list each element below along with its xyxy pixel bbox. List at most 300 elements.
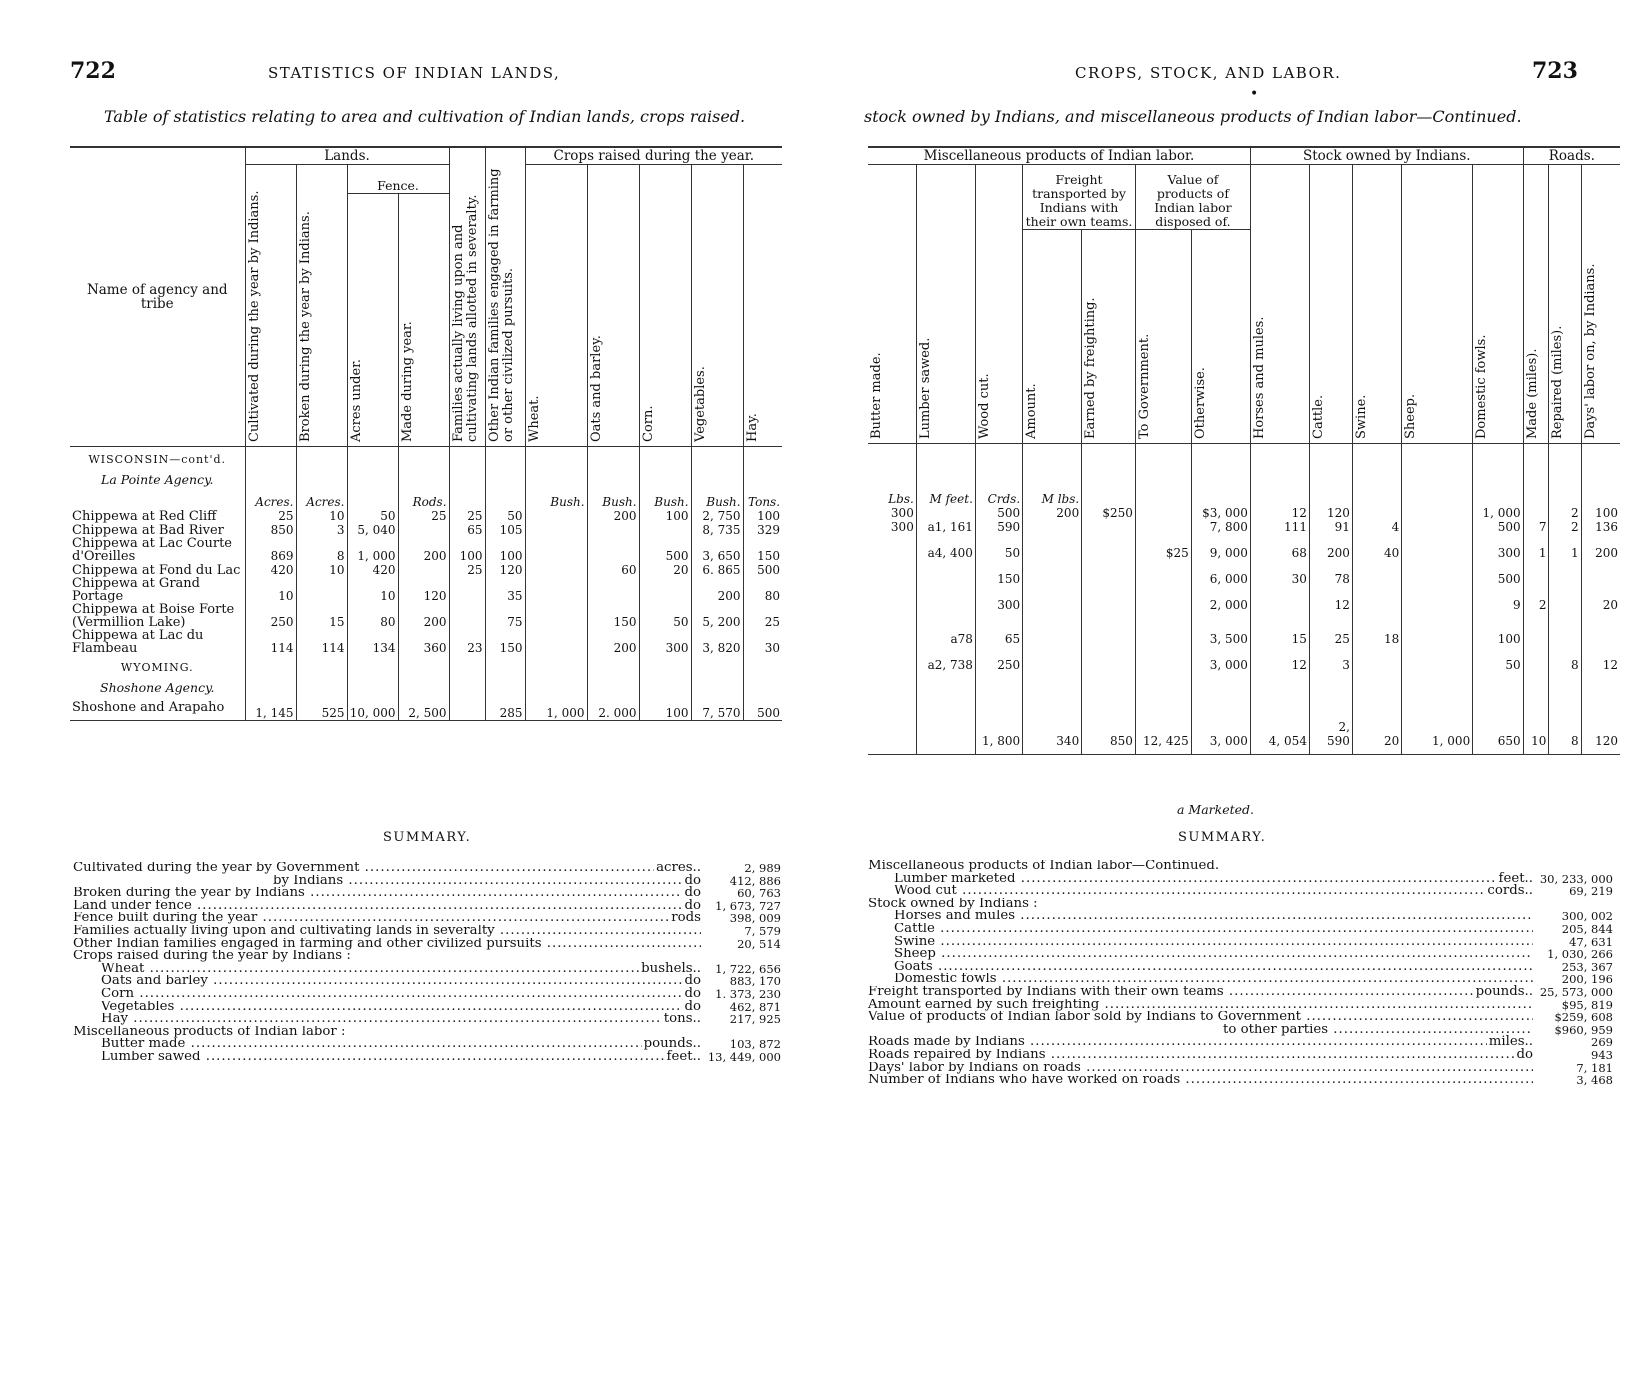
table-row [868,506,1620,520]
summary-row [73,872,781,888]
cell-value: 78 [1309,560,1352,586]
cell-value: 5, 200 [691,603,743,629]
cell-value: 869 [245,537,296,563]
cell-value: 200 [1581,534,1620,560]
cell-value: 68 [1250,534,1309,560]
summary-label: Lumber marketed ..... [868,873,1497,886]
summary-label: Stock owned by Indians : [868,897,1038,911]
summary-label: Other Indian families engaged in farming and other civilized pursuits ..... [73,938,701,951]
cell-value: 1, 000 [347,537,398,563]
summary-value: 1. 373, 230 [715,986,781,1001]
cell-value: 25 [1309,612,1352,646]
cell-value: 850 [1082,720,1136,755]
tribe-name: Chippewa at Lac Courte d'Oreilles [72,536,233,564]
cell-value: 3, 000 [1191,646,1250,672]
units-row-right [868,492,1620,506]
cell-value: 1, 800 [975,720,1022,755]
cell-value [1523,506,1549,520]
col-hay: Hay. [743,165,782,447]
summary-unit: do [684,998,701,1014]
col-amount: Amount. [1023,230,1082,444]
running-head-left: STATISTICS OF INDIAN LANDS, [268,64,561,82]
cell-value [1402,560,1473,586]
unit-label [1082,492,1136,506]
cell-value [868,586,916,612]
cell-value [639,523,691,537]
cell-value: 50 [1473,646,1523,672]
summary-row [73,1013,781,1026]
cell-value: 12 [1309,586,1352,612]
cell-value: 100 [449,537,485,563]
cell-value [1135,560,1191,586]
cell-value: 50 [347,509,398,523]
summary-value: 217, 925 [729,1012,781,1027]
table-row [868,612,1620,646]
cell-value: 3 [296,523,347,537]
col-repaired-miles: Repaired (miles). [1549,165,1581,444]
name-header: Name of agency and tribe [70,147,245,447]
summary-value: 103, 872 [729,1037,781,1052]
unit-label: Bush. [639,487,691,509]
table-row [70,537,782,563]
cell-value [868,534,916,560]
summary-right [868,860,1613,1087]
summary-unit: do [684,973,701,989]
summary-label: Swine ..... [868,936,1533,949]
table-row [70,603,782,629]
summary-value: 412, 886 [729,873,781,888]
cell-value: 6, 000 [1191,560,1250,586]
cell-value: 2 [1549,506,1581,520]
summary-unit: do [684,897,701,913]
unit-label [1352,492,1401,506]
cell-value: 300 [1473,534,1523,560]
cell-value [525,629,587,655]
cell-value: 590 [975,520,1022,534]
section-wyoming-label: WYOMING. [120,661,194,674]
cell-value: a2, 738 [916,646,975,672]
tribe-name: Shoshone and Arapaho [72,700,225,715]
cell-value [525,537,587,563]
cell-value: 200 [1309,534,1352,560]
summary-value: 1, 030, 266 [1547,947,1613,962]
cell-value: 7, 570 [691,695,743,721]
summary-value [1533,860,1613,873]
cell-value [525,523,587,537]
cell-value: 8 [296,537,347,563]
cell-value: 360 [398,629,449,655]
cell-value [1135,520,1191,534]
cell-value [1250,586,1309,612]
cell-value: 7 [1523,520,1549,534]
summary-label: Days' labor by Indians on roads ..... [868,1062,1533,1075]
agency-la-pointe [70,466,782,487]
cell-value: 25 [245,509,296,523]
group-lands: Lands. [245,147,449,165]
cell-value [868,612,916,646]
summary-label: Domestic fowls ..... [868,973,1533,986]
unit-label: M lbs. [1023,492,1082,506]
cell-value [1023,534,1082,560]
cell-value [1352,560,1401,586]
cell-value: 200 [1023,506,1082,520]
cell-value: 25 [449,563,485,577]
cell-value: 200 [587,509,639,523]
table-row [70,629,782,655]
col-acres-under: Acres under. [347,193,398,446]
cell-value [398,523,449,537]
cell-value [449,577,485,603]
group-value: Value of products of Indian labor disposed of. [1135,165,1250,230]
summary-row [73,960,781,976]
group-misc: Miscellaneous products of Indian labor. [868,147,1250,165]
cell-value: 10 [245,577,296,603]
cell-value: 18 [1352,612,1401,646]
summary-value: 7, 579 [744,923,781,938]
summary-row [73,1048,781,1064]
cell-value [1135,586,1191,612]
right-statistics-table [868,146,1620,755]
tribe-name: Chippewa at Grand Portage [72,576,200,604]
summary-unit: do [684,885,701,901]
summary-row [868,1011,1613,1024]
tribe-name: Chippewa at Bad River [72,523,224,538]
cell-value: 8, 735 [691,523,743,537]
cell-value [1023,520,1082,534]
cell-value: 25 [743,603,782,629]
table-row-shoshone [70,695,782,721]
cell-value [1135,646,1191,672]
table-row [868,534,1620,560]
cell-value: 500 [1473,560,1523,586]
cell-value: 12 [1250,646,1309,672]
cell-value [1549,612,1581,646]
cell-value [525,563,587,577]
summary-label: Crops raised during the year by Indians : [73,950,351,963]
cell-value: $250 [1082,506,1136,520]
tribe-name: Chippewa at Red Cliff [72,509,217,524]
cell-value: 80 [347,603,398,629]
cell-value: 250 [975,646,1022,672]
col-made-miles: Made (miles). [1523,165,1549,444]
summary-label: Number of Indians who have worked on roads ..... [868,1074,1533,1087]
cell-value: 20 [639,563,691,577]
cell-value [1523,560,1549,586]
cell-value: 25 [449,509,485,523]
col-broken: Broken during the year by Indians. [296,165,347,447]
cell-value: 300 [975,586,1022,612]
cell-value: 30 [1250,560,1309,586]
summary-value: 300, 002 [1561,909,1613,924]
cell-value: 150 [587,603,639,629]
cell-value: 65 [975,612,1022,646]
summary-unit: miles.. [1488,1034,1533,1050]
cell-value: 1, 000 [1402,720,1473,755]
unit-label: Bush. [587,487,639,509]
cell-value: 1, 000 [1473,506,1523,520]
cell-value [868,720,916,755]
summary-value: 398, 009 [729,911,781,926]
cell-value: 100 [743,509,782,523]
summary-label: Cultivated during the year by Government ..... [73,862,654,875]
col-fowls: Domestic fowls. [1473,165,1523,444]
cell-value: 10 [296,509,347,523]
col-cultivated: Cultivated during the year by Indians. [245,165,296,447]
cell-value: 50 [975,534,1022,560]
cell-value: 120 [398,577,449,603]
table-caption-left: Table of statistics relating to area and cultivation of Indian lands, crops raised. [104,107,746,126]
unit-label: Rods. [398,487,449,509]
cell-value: $25 [1135,534,1191,560]
summary-unit: pounds.. [1475,983,1533,999]
cell-value: 30 [743,629,782,655]
table-row [868,520,1620,534]
cell-value [587,537,639,563]
unit-label [485,487,525,509]
cell-value [1402,534,1473,560]
cell-value [1023,612,1082,646]
group-roads: Roads. [1523,147,1620,165]
col-families: Families actually living upon and cultivating lands allotted in severalty. [449,147,485,447]
cell-value: a1, 161 [916,520,975,534]
cell-value [916,586,975,612]
cell-value [1402,506,1473,520]
cell-value: 120 [1581,720,1620,755]
cell-value: 285 [485,695,525,721]
cell-value: 150 [485,629,525,655]
summary-value: $259, 608 [1554,1010,1613,1025]
summary-value: 47, 631 [1569,934,1613,949]
col-earned: Earned by freighting. [1082,230,1136,444]
cell-value: 200 [587,629,639,655]
section-wisconsin-label: WISCONSIN—cont'd. [88,453,227,466]
cell-value [1549,560,1581,586]
unit-label: Tons. [743,487,782,509]
summary-label: Amount earned by such freighting ..... [868,999,1533,1012]
summary-unit: do [684,985,701,1001]
col-cattle: Cattle. [1309,165,1352,444]
unit-label [1549,492,1581,506]
cell-value: 1, 000 [525,695,587,721]
cell-value [1402,586,1473,612]
col-lumber: Lumber sawed. [916,165,975,444]
unit-label: Crds. [975,492,1022,506]
cell-value [1082,612,1136,646]
units-row [70,487,782,509]
tribe-name: Chippewa at Boise Forte (Vermillion Lake) [72,602,235,630]
cell-value: 6. 865 [691,563,743,577]
cell-value: 3 [1309,646,1352,672]
cell-value [916,720,975,755]
summary-label: Oats and barley ..... [73,975,682,988]
table-row [868,560,1620,586]
unit-label [347,487,398,509]
summary-label: Roads repaired by Indians ..... [868,1049,1514,1062]
left-statistics-table [70,146,782,721]
summary-label: Broken during the year by Indians ..... [73,887,682,900]
summary-value: 7, 181 [1576,1060,1613,1075]
cell-value: 2 [1549,520,1581,534]
cell-value [1581,612,1620,646]
summary-value: $95, 819 [1561,997,1613,1012]
footnote-marketed: a Marketed. [1177,802,1255,817]
summary-unit: rods [671,910,701,926]
cell-value: 111 [1250,520,1309,534]
summary-label: Lumber sawed ..... [73,1051,665,1064]
group-fence: Fence. [347,165,449,194]
summary-row [73,985,781,1001]
cell-value [1549,586,1581,612]
summary-value: 13, 449, 000 [707,1049,781,1064]
cell-value [1352,506,1401,520]
cell-value: 1, 145 [245,695,296,721]
cell-value: 50 [639,603,691,629]
cell-value: 420 [347,563,398,577]
summary-row [73,975,781,988]
cell-value: 75 [485,603,525,629]
cell-value [1135,612,1191,646]
summary-title-right: SUMMARY. [1178,830,1267,845]
cell-value: 200 [691,577,743,603]
summary-label: Miscellaneous products of Indian labor : [73,1025,346,1039]
summary-row [73,925,781,938]
col-made-year: Made during year. [398,193,449,446]
summary-label: Cattle ..... [868,923,1533,936]
summary-value: 462, 871 [729,999,781,1014]
cell-value: a78 [916,612,975,646]
summary-unit: do [1516,1046,1533,1062]
cell-value [1402,612,1473,646]
cell-value: 15 [296,603,347,629]
table-caption-right: stock owned by Indians, and miscellaneous products of Indian labor—Continued. [864,107,1522,126]
cell-value: 80 [743,577,782,603]
cell-value: 10 [296,563,347,577]
section-wisconsin [70,447,782,467]
cell-value: a4, 400 [916,534,975,560]
cell-value: 15 [1250,612,1309,646]
cell-value: 120 [1309,506,1352,520]
cell-value: 150 [975,560,1022,586]
col-butter: Butter made. [868,165,916,444]
cell-value: 850 [245,523,296,537]
summary-unit: bushels.. [641,960,701,976]
cell-value: 9 [1473,586,1523,612]
cell-value: 100 [1581,506,1620,520]
cell-value [1581,560,1620,586]
cell-value: 35 [485,577,525,603]
cell-value: 100 [639,509,691,523]
cell-value [1523,646,1549,672]
summary-row [868,910,1613,923]
summary-label: to other parties ..... [868,1024,1533,1037]
summary-left [73,862,781,1064]
page-number-left: 722 [70,58,116,84]
cell-value: 250 [245,603,296,629]
summary-row [868,1036,1613,1049]
unit-label: Acres. [296,487,347,509]
cell-value [916,506,975,520]
summary-value: 253, 367 [1561,959,1613,974]
cell-value: 40 [1352,534,1401,560]
summary-row [868,898,1613,911]
summary-row [868,1062,1613,1075]
cell-value: 2 [1523,586,1549,612]
cell-value: 100 [639,695,691,721]
summary-row [868,983,1613,999]
cell-value [587,523,639,537]
col-otherwise: Otherwise. [1191,230,1250,444]
cell-value: 200 [398,537,449,563]
cell-value: 2. 000 [587,695,639,721]
cell-value: 12, 425 [1135,720,1191,755]
cell-value: 650 [1473,720,1523,755]
summary-row [868,1074,1613,1087]
cell-value: 10 [347,577,398,603]
summary-row [73,887,781,900]
cell-value: 20 [1352,720,1401,755]
cell-value: 300 [890,520,914,534]
table-row-shoshone [868,720,1620,755]
summary-value: 3, 468 [1576,1073,1613,1088]
cell-value: $3, 000 [1191,506,1250,520]
cell-value [1082,560,1136,586]
cell-value: 3, 820 [691,629,743,655]
cell-value: 500 [639,537,691,563]
table-row [868,586,1620,612]
page-number-right: 723 [1532,58,1578,84]
summary-row [868,999,1613,1012]
cell-value: 300 [890,506,914,520]
summary-label: Roads made by Indians ..... [868,1036,1487,1049]
cell-value: 2, 590 [1309,720,1352,755]
unit-label: Bush. [691,487,743,509]
cell-value: 2, 000 [1191,586,1250,612]
section-wyoming [70,655,782,674]
cell-value: 2, 750 [691,509,743,523]
cell-value: 10 [1523,720,1549,755]
summary-row [868,885,1613,898]
cell-value [1023,560,1082,586]
summary-row [73,912,781,925]
cell-value: 134 [347,629,398,655]
cell-value [1082,520,1136,534]
summary-label: Corn ..... [73,988,682,1001]
summary-label: Freight transported by Indians with their own teams ..... [868,986,1474,999]
cell-value: 91 [1309,520,1352,534]
dot-mark: • [1250,86,1259,102]
col-wheat: Wheat. [525,165,587,447]
summary-value: $960, 959 [1554,1022,1613,1037]
summary-label: Land under fence ..... [73,900,682,913]
summary-unit: pounds.. [643,1036,701,1052]
col-wood: Wood cut. [975,165,1022,444]
cell-value [1352,586,1401,612]
cell-value [1135,506,1191,520]
col-vegetables: Vegetables. [691,165,743,447]
right-page [820,0,1640,1380]
summary-value: 60, 763 [737,886,781,901]
summary-value: 25, 573, 000 [1539,984,1613,999]
summary-label: Wood cut ..... [868,885,1485,898]
cell-value: 65 [449,523,485,537]
summary-row [868,1046,1613,1062]
summary-label: Horses and mules ..... [868,910,1533,923]
cell-value: 5, 040 [347,523,398,537]
tribe-name: Chippewa at Lac du Flambeau [72,628,204,656]
table-row [70,509,782,523]
cell-value [1082,534,1136,560]
cell-value [1402,520,1473,534]
